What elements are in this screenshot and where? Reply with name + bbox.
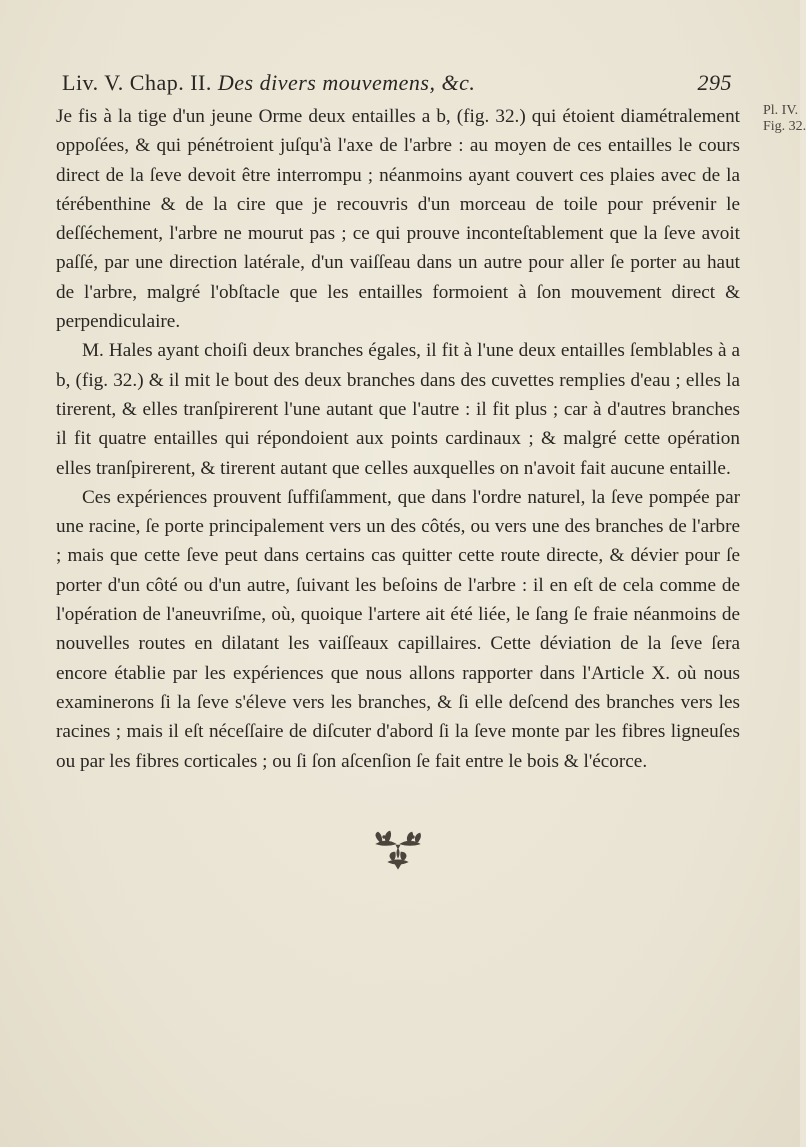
margin-note-plate: Pl. IV. xyxy=(763,103,799,118)
margin-note xyxy=(763,103,806,135)
header-book-chapter: Liv. V. Chap. II. xyxy=(62,70,212,95)
page-number: 295 xyxy=(697,70,732,95)
header-chapter-title: Des divers mouvemens, &c. xyxy=(217,70,476,95)
body-text xyxy=(56,102,740,776)
margin-note-figure: Fig. 32. xyxy=(763,119,806,134)
running-header xyxy=(62,70,732,98)
paragraph-2: M. Hales ayant choiſi deux branches égales, il fit à l'une deux entailles ſemblables à a b, (fig. 32.) & il mit le bout des deux branches dans des cuvettes remplies d'eau ; elles la tirerent, & elles tranſpirerent l'une autant que l'autre : il fit plus ; car à d'autres branches il fit quatre entailles qui répondoient aux points cardinaux ; & malgré cette opération elles tranſpirerent, & tirerent autant que celles auxquelles on n'avoit fait aucune entaille. xyxy=(56,340,740,479)
paragraph-3: Ces expériences prouvent ſuffiſamment, que dans l'ordre naturel, la ſeve pompée par une racine, ſe porte principalement vers un des côtés, ou vers une des branches de l'arbre ; mais que cette ſeve peut dans certains cas quitter cette route directe, & dévier pour ſe porter d'un côté ou d'un autre, ſuivant les beſoins de l'arbre : il en eſt de cela comme de l'opération de l'aneuvriſme, où, quoique l'artere ait été liée, le ſang ſe fraie néanmoins de nouvelles routes en dilatant les vaiſſeaux capillaires. Cette déviation de la ſeve ſera encore établie par les expériences que nous allons rapporter dans l'Article X. où nous examinerons ſi la ſeve s'éleve vers les branches, & ſi elle deſcend des branches vers les racines ; mais il eſt néceſſaire de diſcuter d'abord ſi la ſeve monte par les fibres ligneuſes ou par les fibres corticales ; ou ſi ſon aſcenſion ſe fait entre le bois & l'écorce. xyxy=(56,486,740,772)
paragraph-1: Je fis à la tige d'un jeune Orme deux entailles a b, (fig. 32.) qui étoient diamétralement oppoſées, & qui pénétroient juſqu'à l'axe de l'arbre : au moyen de ces entailles le cours direct de la ſeve devoit être interrompu ; néanmoins ayant couvert ces plaies avec de la térébenthine & de la cire que je recouvris d'un morceau de toile pour prévenir le deſſéchement, l'arbre ne mourut pas ; ce qui prouve inconteſtablement que la ſeve avoit paſſé, par une direction latérale, d'un vaiſſeau dans un autre pour aller ſe porter au haut de l'arbre, malgré l'obſtacle que les entailles formoient à ſon mouvement direct & perpendiculaire. xyxy=(56,106,740,333)
floral-tailpiece-icon xyxy=(368,828,428,872)
